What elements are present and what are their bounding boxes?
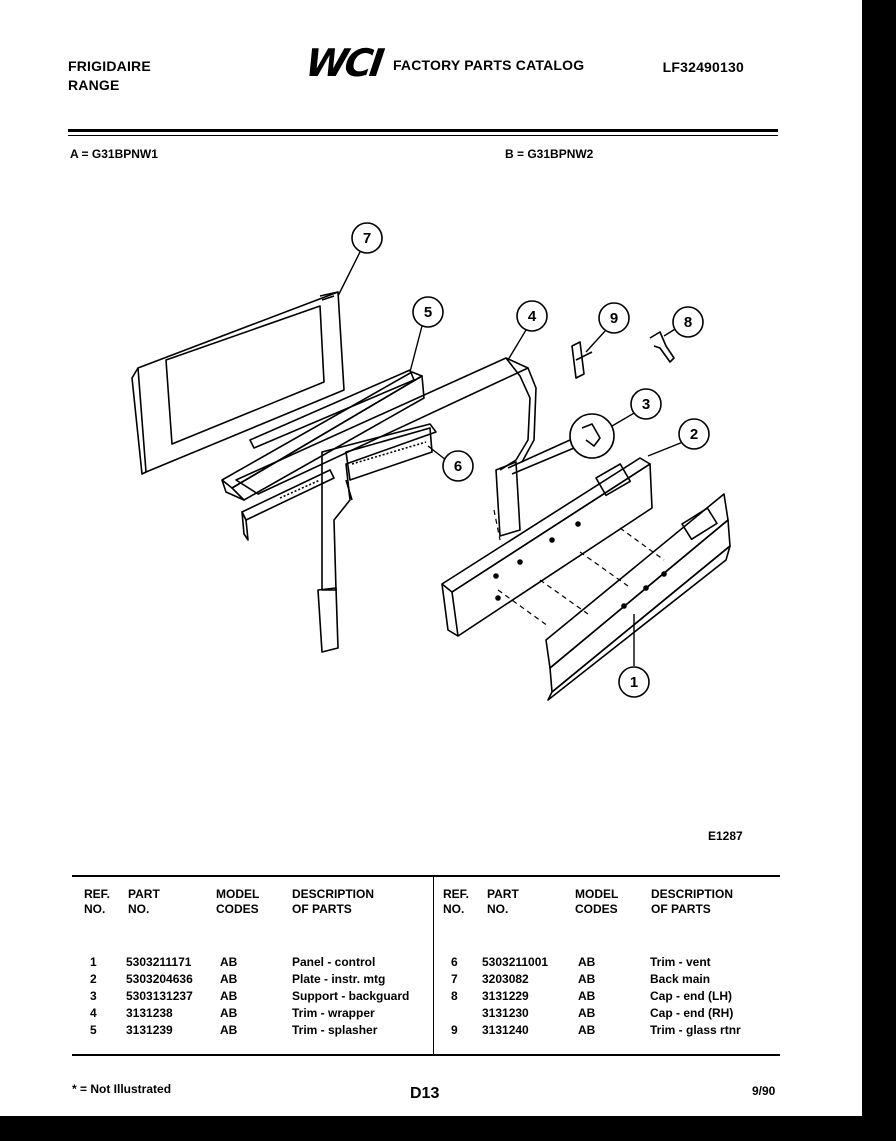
callout-5-label: 5 — [423, 304, 433, 321]
table-row-right-5-ref: 9 — [451, 1023, 458, 1037]
table-row-right-2-ref: 7 — [451, 972, 458, 986]
part-8-end-cap — [650, 332, 674, 362]
table-row-left-3-ref: 3 — [90, 989, 97, 1003]
callout-4-label: 4 — [527, 308, 537, 325]
table-bottom-rule — [72, 1054, 780, 1056]
table-row-left-1-codes: AB — [220, 955, 238, 969]
model-b: B = G31BPNW2 — [505, 147, 594, 161]
product-type: RANGE — [68, 77, 120, 93]
page-code: D13 — [410, 1085, 440, 1102]
table-row-right-2-desc: Back main — [650, 972, 711, 986]
table-row-right-1-codes: AB — [578, 955, 596, 969]
table-row-left-1-ref: 1 — [90, 955, 97, 969]
table-row-left-2-ref: 2 — [90, 972, 97, 986]
catalog-title: FACTORY PARTS CATALOG — [392, 57, 585, 73]
table-row-left-5-part: 3131239 — [126, 1023, 173, 1037]
callout-7-label: 7 — [362, 230, 372, 247]
figure-id: E1287 — [708, 829, 743, 843]
callout-9-label: 9 — [609, 310, 619, 327]
table-row-left-3-desc: Support - backguard — [292, 989, 410, 1003]
header-ref-right: REF. NO. — [443, 887, 470, 916]
table-row-right-4-codes: AB — [578, 1006, 596, 1020]
table-row-right-5-codes: AB — [578, 1023, 596, 1037]
table-row-right-2-part: 3203082 — [482, 972, 529, 986]
catalog-number: LF32490130 — [662, 59, 744, 75]
header-desc-left: DESCRIPTION OF PARTS — [292, 887, 375, 916]
table-row-right-3-ref: 8 — [451, 989, 458, 1003]
catalog-date: 9/90 — [752, 1084, 776, 1098]
table-row-right-3-part: 3131229 — [482, 989, 529, 1003]
callout-8-label: 8 — [683, 314, 693, 331]
leader-lines — [338, 252, 688, 666]
callout-1-label: 1 — [629, 674, 639, 691]
table-row-left-5-codes: AB — [220, 1023, 238, 1037]
table-row-left-4-part: 3131238 — [126, 1006, 173, 1020]
wci-logo: WCI — [302, 41, 385, 85]
header-part-right: PART NO. — [487, 887, 519, 916]
brand-name: FRIGIDAIRE — [68, 58, 151, 74]
table-row-right-5-desc: Trim - glass rtnr — [650, 1023, 741, 1037]
header-codes-right: MODEL CODES — [575, 887, 619, 916]
table-row-right-2-codes: AB — [578, 972, 596, 986]
table-top-rule — [72, 875, 780, 877]
table-row-right-3-codes: AB — [578, 989, 596, 1003]
table-row-left-1-part: 5303211171 — [126, 955, 192, 969]
not-illustrated-note: * = Not Illustrated — [72, 1082, 172, 1096]
header-ref-left: REF. NO. — [84, 887, 111, 916]
table-row-right-4-desc: Cap - end (RH) — [650, 1006, 734, 1020]
table-row-left-4-codes: AB — [220, 1006, 238, 1020]
table-row-right-1-part: 5303211001 — [482, 955, 549, 969]
part-7-back-main — [132, 292, 344, 474]
part-3-backguard-support — [508, 414, 614, 474]
header-part-left: PART NO. — [128, 887, 160, 916]
callout-3-label: 3 — [641, 396, 651, 413]
table-row-left-5-desc: Trim - splasher — [292, 1023, 378, 1037]
table-row-right-4-part: 3131230 — [482, 1006, 529, 1020]
table-row-left-2-part: 5303204636 — [126, 972, 193, 986]
table-row-right-5-part: 3131240 — [482, 1023, 529, 1037]
table-divider — [433, 875, 434, 1055]
callouts — [352, 223, 709, 697]
header-codes-left: MODEL CODES — [216, 887, 260, 916]
table-row-left-3-codes: AB — [220, 989, 238, 1003]
table-row-left-4-desc: Trim - wrapper — [292, 1006, 375, 1020]
table-row-left-2-codes: AB — [220, 972, 238, 986]
table-row-right-3-desc: Cap - end (LH) — [650, 989, 732, 1003]
part-5-splasher — [222, 370, 424, 500]
table-row-right-1-ref: 6 — [451, 955, 458, 969]
part-9-glass-retainer — [572, 342, 592, 378]
model-a: A = G31BPNW1 — [70, 147, 158, 161]
table-row-left-4-ref: 4 — [90, 1006, 97, 1020]
callout-2-label: 2 — [689, 426, 699, 443]
table-row-left-3-part: 5303131237 — [126, 989, 193, 1003]
table-row-left-1-desc: Panel - control — [292, 955, 376, 969]
callout-6-label: 6 — [453, 458, 463, 475]
table-row-left-2-desc: Plate - instr. mtg — [292, 972, 386, 986]
table-row-left-5-ref: 5 — [90, 1023, 97, 1037]
table-row-right-1-desc: Trim - vent — [650, 955, 711, 969]
header-desc-right: DESCRIPTION OF PARTS — [651, 887, 734, 916]
